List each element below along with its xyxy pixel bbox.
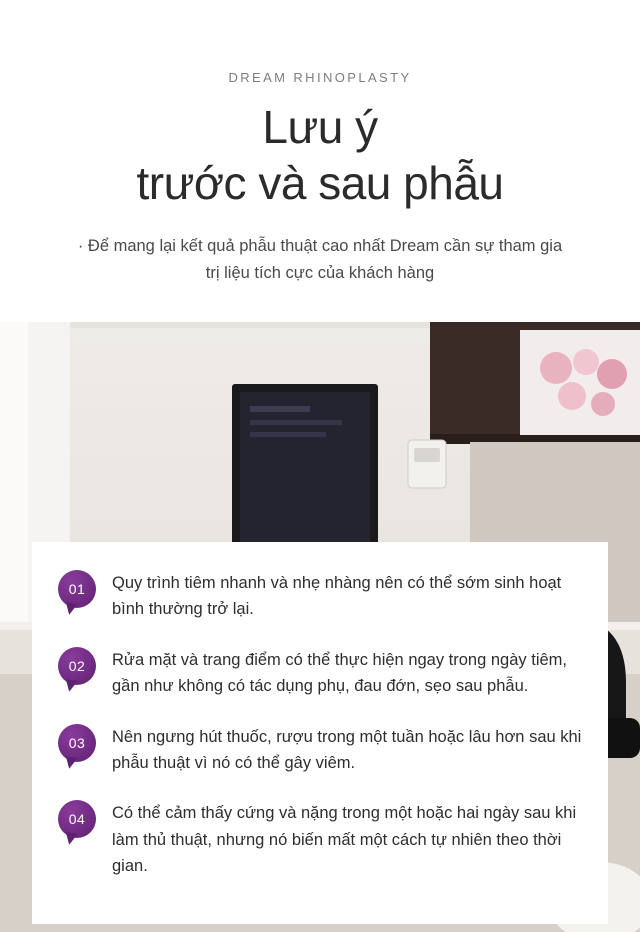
page-subtitle: · Để mang lại kết quả phẫu thuật cao nhất Dream cần sự tham gia trị liệu tích cực của khách hàng (77, 237, 563, 282)
badge-tail-icon (64, 602, 78, 616)
list-item (58, 645, 582, 700)
list-item-text: Có thể cảm thấy cứng và nặng trong một hoặc hai ngày sau khi làm thủ thuật, nhưng nó biến mất một cách tự nhiên theo thời gian. (112, 804, 577, 876)
item-number-badge: 02 (58, 647, 96, 685)
item-number-badge: 04 (58, 800, 96, 838)
badge-wrap (58, 724, 104, 762)
badge-tail-icon (64, 679, 78, 693)
badge-wrap (58, 800, 104, 838)
list-item (58, 722, 582, 777)
list-item (58, 568, 582, 623)
list-item (58, 798, 582, 879)
page-title (0, 99, 640, 211)
item-number-badge: 03 (58, 724, 96, 762)
list-item-text: Rửa mặt và trang điểm có thể thực hiện ngay trong ngày tiêm, gần như không có tác dụng phụ, đau đớn, sẹo sau phẫu. (112, 650, 567, 696)
list-item-text: Nên ngưng hút thuốc, rượu trong một tuần hoặc lâu hơn sau khi phẫu thuật vì nó có thể gây viêm. (112, 727, 582, 772)
item-number-badge: 01 (58, 570, 96, 608)
badge-wrap (58, 647, 104, 685)
notes-card (32, 542, 608, 924)
badge-tail-icon (64, 756, 78, 770)
notes-list (32, 542, 608, 880)
brand-eyebrow: DREAM RHINOPLASTY (228, 70, 412, 85)
badge-wrap (58, 570, 104, 608)
page-title-line-1: Lưu ý (262, 101, 378, 153)
list-item-text: Quy trình tiêm nhanh và nhẹ nhàng nên có thể sớm sinh hoạt bình thường trở lại. (112, 574, 562, 619)
page-header (0, 0, 640, 287)
page-title-line-2: trước và sau phẫu (136, 157, 504, 210)
badge-tail-icon (64, 833, 78, 847)
